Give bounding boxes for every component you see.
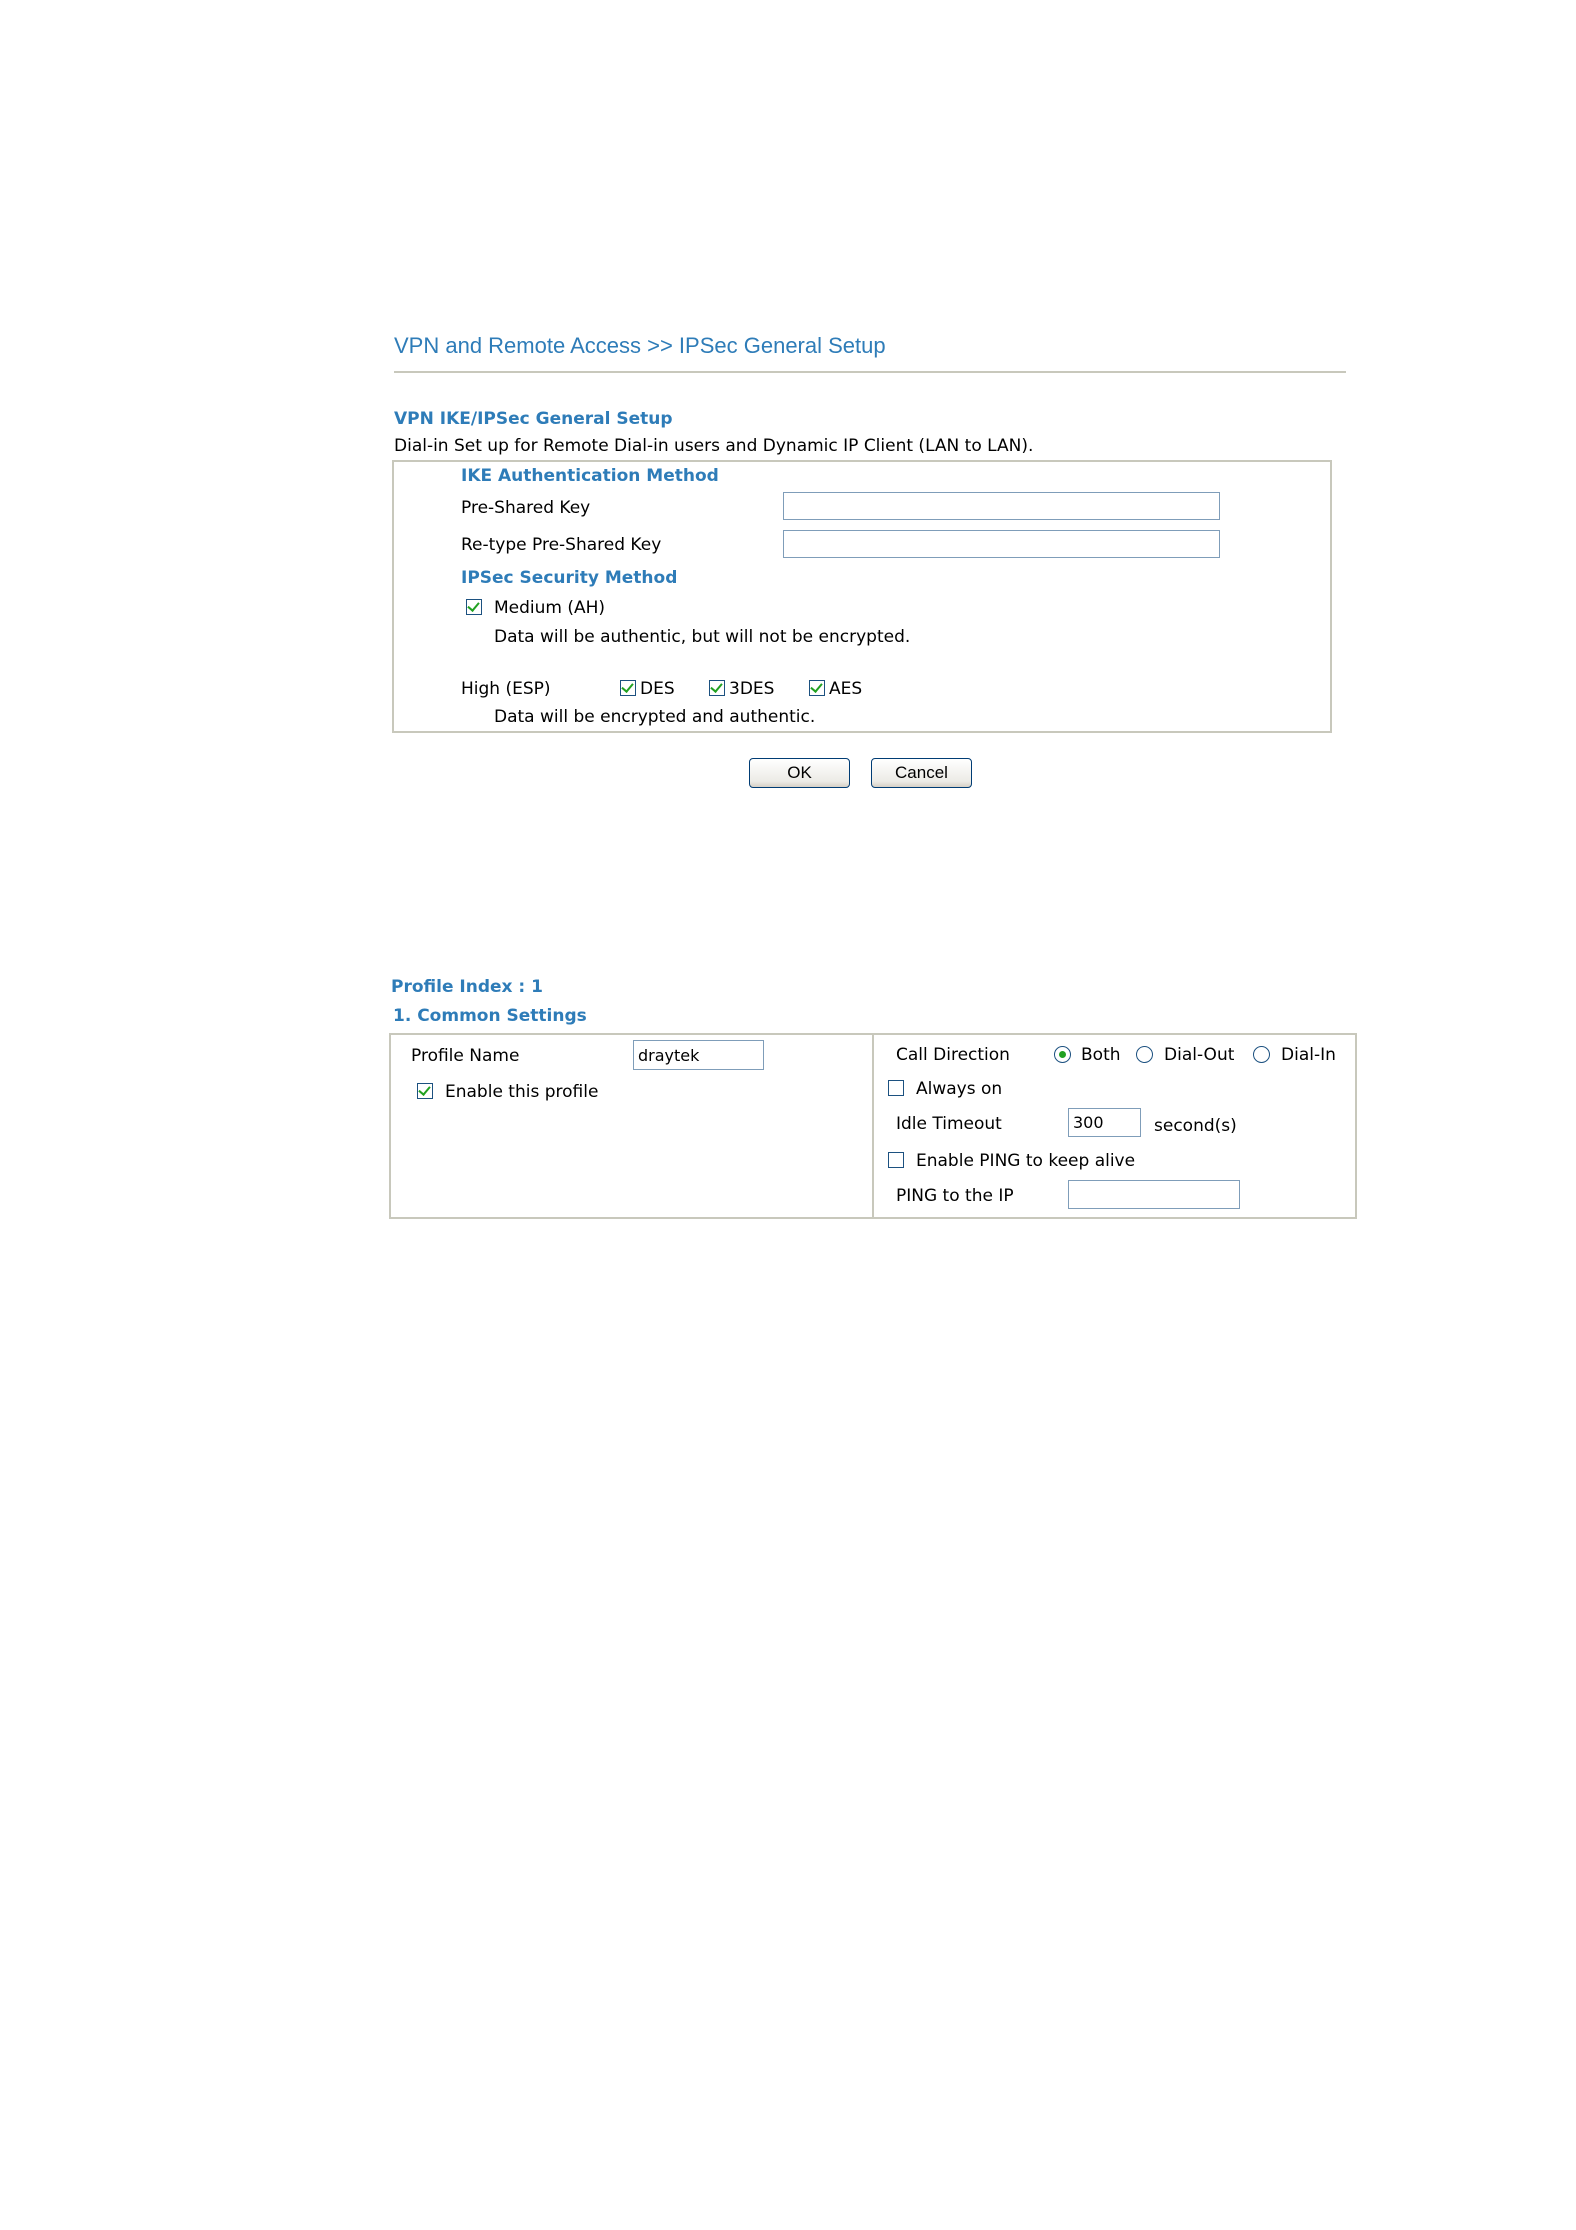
aes-label: AES [829,679,863,699]
always-on-label: Always on [916,1079,1003,1099]
section-title: VPN IKE/IPSec General Setup [394,409,673,429]
call-direction-both-radio[interactable] [1054,1046,1071,1063]
pre-shared-key-label: Pre-Shared Key [461,498,591,518]
high-esp-note: Data will be encrypted and authentic. [494,707,816,727]
medium-ah-label: Medium (AH) [494,598,606,618]
check-icon [467,599,479,612]
common-settings-heading: 1. Common Settings [393,1006,587,1026]
medium-ah-note: Data will be authentic, but will not be encrypted. [494,627,911,647]
section-description: Dial-in Set up for Remote Dial-in users and Dynamic IP Client (LAN to LAN). [394,436,1034,456]
profile-name-label: Profile Name [411,1046,520,1066]
des-checkbox[interactable] [620,680,636,696]
3des-checkbox[interactable] [709,680,725,696]
enable-ping-checkbox[interactable] [888,1152,904,1168]
enable-ping-label: Enable PING to keep alive [916,1151,1136,1171]
always-on-checkbox[interactable] [888,1080,904,1096]
check-icon [810,680,822,693]
high-esp-label: High (ESP) [461,679,551,699]
ping-ip-input[interactable] [1068,1180,1240,1209]
page-title: VPN and Remote Access >> IPSec General Setup [394,333,886,358]
title-divider [394,371,1346,373]
idle-timeout-label: Idle Timeout [896,1114,1002,1134]
cancel-button[interactable]: Cancel [871,758,972,788]
ping-ip-label: PING to the IP [896,1186,1014,1206]
call-direction-dial-in-radio[interactable] [1253,1046,1270,1063]
ok-button[interactable]: OK [749,758,850,788]
call-direction-label: Call Direction [896,1045,1010,1065]
call-direction-dial-out-label: Dial-Out [1164,1045,1235,1065]
medium-ah-checkbox[interactable] [466,599,482,615]
panel-divider [872,1035,874,1217]
enable-profile-label: Enable this profile [445,1082,599,1102]
idle-timeout-input[interactable] [1068,1108,1141,1137]
radio-selected-icon [1059,1051,1066,1058]
retype-pre-shared-key-input[interactable] [783,530,1220,558]
ike-auth-heading: IKE Authentication Method [461,466,719,486]
3des-label: 3DES [729,679,775,699]
call-direction-dial-out-radio[interactable] [1136,1046,1153,1063]
profile-index-label: Profile Index : 1 [391,977,543,997]
check-icon [710,680,722,693]
call-direction-both-label: Both [1081,1045,1121,1065]
idle-timeout-unit: second(s) [1154,1116,1237,1136]
ipsec-security-heading: IPSec Security Method [461,568,678,588]
profile-name-input[interactable] [633,1040,764,1070]
check-icon [418,1083,430,1096]
aes-checkbox[interactable] [809,680,825,696]
retype-pre-shared-key-label: Re-type Pre-Shared Key [461,535,662,555]
enable-profile-checkbox[interactable] [417,1083,433,1099]
des-label: DES [640,679,675,699]
call-direction-dial-in-label: Dial-In [1281,1045,1336,1065]
check-icon [621,680,633,693]
pre-shared-key-input[interactable] [783,492,1220,520]
